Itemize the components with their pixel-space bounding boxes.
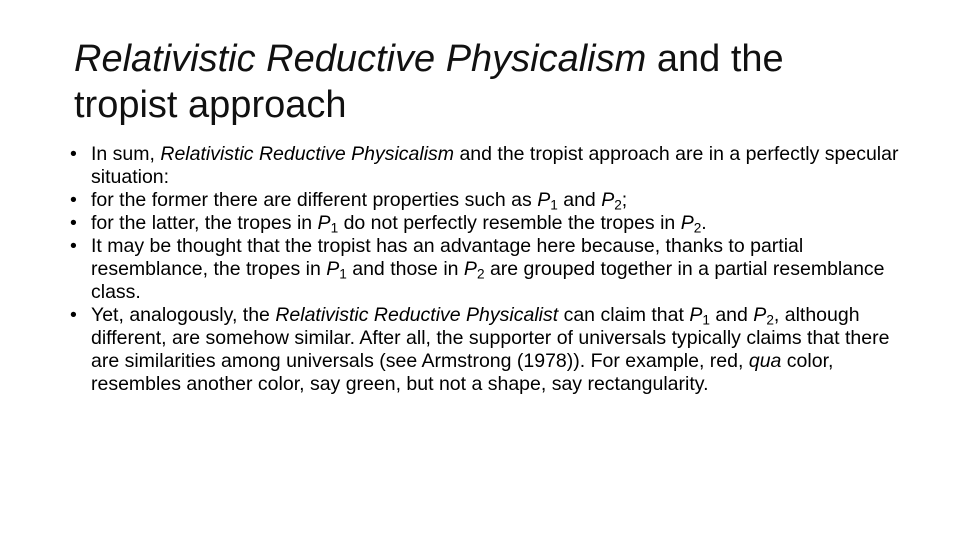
bullet-list — [70, 143, 900, 396]
bullet-marker: • — [70, 212, 77, 234]
bullet-marker: • — [70, 304, 77, 326]
bullet-item-2: • for the former there are different properties such as $P_1$ and $P_2$; — [70, 189, 628, 213]
bullet-item-5: • Yet, analogously, the Relativistic Reductive Physicalist can claim that $P_1$ and $P_2$, although different, are somehow similar. After all, the supporter of universals typically claims that there are similarities among universals (see Armstrong (1978)). For example, red, qua color, resembles another color, say green, but not a shape, say rectangularity. — [70, 304, 890, 395]
bullet-item-4: • It may be thought that the tropist has an advantage here because, thanks to partial resemblance, the tropes in $P_1$ and those in $P_2$ are grouped together in a partial resemblance class. — [70, 235, 885, 303]
slide-title — [74, 36, 874, 128]
title-rest-1: and the — [646, 38, 784, 80]
bullet-item-3: • for the latter, the tropes in $P_1$ do not perfectly resemble the tropes in $P_2$. — [70, 212, 707, 236]
title-italic: Relativistic Reductive Physicalism — [74, 38, 647, 80]
title-rest-2: tropist approach — [74, 84, 347, 126]
bullet-item-1: • In sum, Relativistic Reductive Physicalism and the tropist approach are in a perfectly specular situation: — [70, 143, 899, 188]
bullet-marker: • — [70, 143, 77, 165]
bullet-marker: • — [70, 235, 77, 257]
bullet-marker: • — [70, 189, 77, 211]
